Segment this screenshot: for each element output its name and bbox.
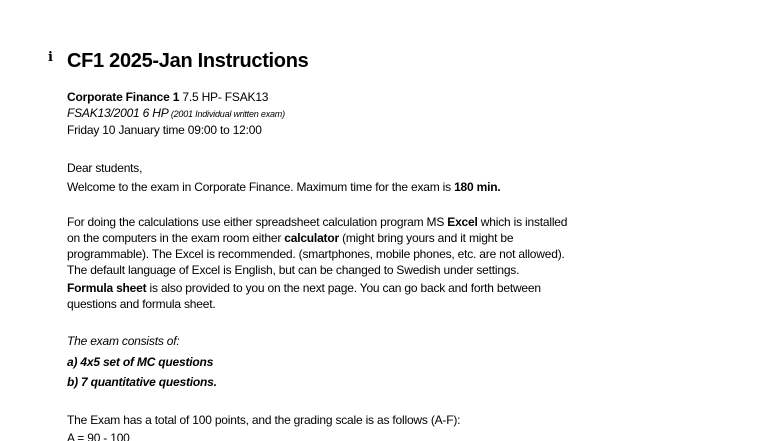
grade-a: A = 90 - 100 xyxy=(67,431,130,441)
tools-text: which is installed xyxy=(477,215,568,229)
greeting-block xyxy=(67,160,667,195)
grading-intro: The Exam has a total of 100 points, and the grading scale is as follows (A-F): xyxy=(67,413,461,427)
tools-line-1 xyxy=(67,214,667,230)
calculator-label: calculator xyxy=(284,231,339,245)
course-name-line xyxy=(67,89,667,105)
formula-sheet-label: Formula sheet xyxy=(67,281,147,295)
course-credits: 7.5 HP- FSAK13 xyxy=(179,90,269,104)
tools-line-2 xyxy=(67,230,667,246)
welcome-line xyxy=(67,179,667,195)
structure-part-b xyxy=(67,372,667,392)
tools-text: is also provided to you on the next page. You can go back and forth between xyxy=(146,281,541,295)
part-b-text: b) 7 quantitative questions. xyxy=(67,375,217,389)
tools-block xyxy=(67,214,667,312)
course-code-line xyxy=(67,105,667,122)
welcome-text: Welcome to the exam in Corporate Finance. Maximum time for the exam is xyxy=(67,180,455,194)
structure-intro: The exam consists of: xyxy=(67,334,180,348)
structure-part-a xyxy=(67,352,667,372)
max-time: 180 min. xyxy=(454,180,501,194)
instructions-body xyxy=(67,89,667,441)
course-code-note: (2001 Individual written exam) xyxy=(168,109,285,119)
tools-line-3: programmable). The Excel is recommended. (smartphones, mobile phones, etc. are not allowed). xyxy=(67,247,565,261)
grading-block xyxy=(67,412,667,441)
salutation: Dear students, xyxy=(67,161,143,175)
structure-parts xyxy=(67,352,667,392)
course-code: FSAK13/2001 6 HP xyxy=(67,106,169,120)
tools-line-6: questions and formula sheet. xyxy=(67,297,216,311)
structure-block xyxy=(67,333,667,392)
tools-text: on the computers in the exam room either xyxy=(67,231,285,245)
part-a-text: a) 4x5 set of MC questions xyxy=(67,355,214,369)
tools-text: For doing the calculations use either spreadsheet calculation program MS xyxy=(67,215,448,229)
page-title: CF1 2025-Jan Instructions xyxy=(67,50,309,72)
tools-text: (might bring yours and it might be xyxy=(338,231,514,245)
exam-datetime: Friday 10 January time 09:00 to 12:00 xyxy=(67,123,262,137)
course-info xyxy=(67,89,667,138)
tools-line-4: The default language of Excel is English, but can be changed to Swedish under settings. xyxy=(67,263,520,277)
excel-label: Excel xyxy=(447,215,478,229)
tools-line-5 xyxy=(67,280,667,296)
info-icon: i xyxy=(48,50,53,65)
course-name: Corporate Finance 1 xyxy=(67,90,180,104)
